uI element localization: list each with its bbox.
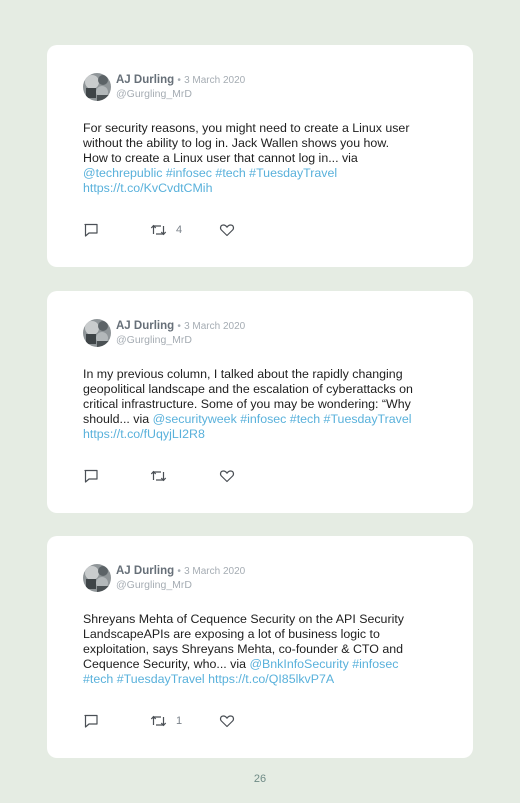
separator-dot: •	[177, 75, 181, 86]
tweet-text-line	[83, 121, 445, 136]
tweet-text-line	[83, 627, 445, 642]
tweet-date[interactable]: 3 March 2020	[184, 75, 246, 86]
tweet-link[interactable]: #tech #TuesdayTravel https://t.co/QI85lkvP7A	[83, 672, 335, 686]
author-line	[116, 565, 245, 577]
author-name[interactable]: AJ Durling	[116, 320, 175, 332]
tweet-text-line	[83, 151, 445, 166]
tweet-text-line	[83, 397, 445, 412]
tweet-text-segment: without the ability to log in. Jack Wallen shows you how.	[83, 136, 390, 150]
tweet-text	[83, 612, 445, 687]
tweet-link[interactable]: @techrepublic #infosec #tech #TuesdayTravel	[83, 166, 338, 180]
tweet-text	[83, 121, 445, 196]
like-button[interactable]	[219, 222, 244, 238]
tweet-text-line	[83, 427, 445, 442]
tweet-text-line	[83, 181, 445, 196]
tweet-text-segment: For security reasons, you might need to create a Linux user	[83, 121, 410, 135]
heart-icon	[219, 468, 235, 484]
heart-icon	[219, 713, 235, 729]
tweet-date[interactable]: 3 March 2020	[184, 321, 246, 332]
tweet-text-segment: Cequence Security, who... via	[83, 657, 250, 671]
author-handle[interactable]: @Gurgling_MrD	[116, 579, 193, 591]
heart-icon	[219, 222, 235, 238]
retweet-button[interactable]	[150, 713, 182, 729]
tweet-actions	[83, 713, 283, 729]
tweet-actions	[83, 468, 283, 484]
reply-button[interactable]	[83, 713, 99, 729]
retweet-icon	[150, 468, 167, 484]
tweet-text-line	[83, 136, 445, 151]
avatar[interactable]	[83, 319, 111, 347]
reply-icon	[83, 713, 99, 729]
tweet-text-segment: exploitation, says Shreyans Mehta, co-founder & CTO and	[83, 642, 404, 656]
retweet-button[interactable]	[150, 468, 176, 484]
retweet-icon	[150, 713, 167, 729]
tweet-actions	[83, 222, 283, 238]
tweet-text-segment: In my previous column, I talked about the rapidly changing	[83, 367, 403, 381]
tweet-card	[47, 291, 473, 513]
tweet-text-line	[83, 672, 445, 687]
page-number: 26	[253, 773, 267, 785]
author-handle[interactable]: @Gurgling_MrD	[116, 88, 193, 100]
tweet-text-segment: LandscapeAPIs are exposing a lot of business logic to	[83, 627, 380, 641]
tweet-text-line	[83, 642, 445, 657]
tweet-text-segment: geopolitical landscape and the escalation of cyberattacks on	[83, 382, 413, 396]
reply-icon	[83, 468, 99, 484]
tweet-text-segment: Shreyans Mehta of Cequence Security on the API Security	[83, 612, 404, 626]
retweet-count: 1	[176, 715, 183, 727]
tweet-date[interactable]: 3 March 2020	[184, 566, 246, 577]
separator-dot: •	[177, 566, 181, 577]
separator-dot: •	[177, 321, 181, 332]
author-name[interactable]: AJ Durling	[116, 74, 175, 86]
author-name[interactable]: AJ Durling	[116, 565, 175, 577]
retweet-button[interactable]	[150, 222, 182, 238]
tweet-text	[83, 367, 445, 442]
avatar[interactable]	[83, 564, 111, 592]
tweet-link[interactable]: https://t.co/fUqyjLI2R8	[83, 427, 205, 441]
tweet-link[interactable]: @BnkInfoSecurity #infosec	[249, 657, 399, 671]
like-button[interactable]	[219, 713, 244, 729]
author-handle[interactable]: @Gurgling_MrD	[116, 334, 193, 346]
tweet-card	[47, 45, 473, 267]
tweet-text-line	[83, 367, 445, 382]
retweet-icon	[150, 222, 167, 238]
author-line	[116, 74, 245, 86]
retweet-count: 4	[176, 224, 183, 236]
tweet-text-line	[83, 657, 445, 672]
tweet-text-line	[83, 382, 445, 397]
tweet-text-line	[83, 166, 445, 181]
tweet-link[interactable]: https://t.co/KvCvdtCMih	[83, 181, 213, 195]
avatar[interactable]	[83, 73, 111, 101]
tweet-text-line	[83, 612, 445, 627]
tweet-text-line	[83, 412, 445, 427]
tweet-link[interactable]: @securityweek #infosec #tech #TuesdayTravel	[152, 412, 412, 426]
tweet-card	[47, 536, 473, 758]
reply-icon	[83, 222, 99, 238]
tweet-text-segment: How to create a Linux user that cannot log in... via	[83, 151, 358, 165]
reply-button[interactable]	[83, 468, 99, 484]
tweet-text-segment: critical infrastructure. Some of you may be wondering: “Why	[83, 397, 411, 411]
tweet-text-segment: should... via	[83, 412, 153, 426]
like-button[interactable]	[219, 468, 244, 484]
author-line	[116, 320, 245, 332]
reply-button[interactable]	[83, 222, 99, 238]
